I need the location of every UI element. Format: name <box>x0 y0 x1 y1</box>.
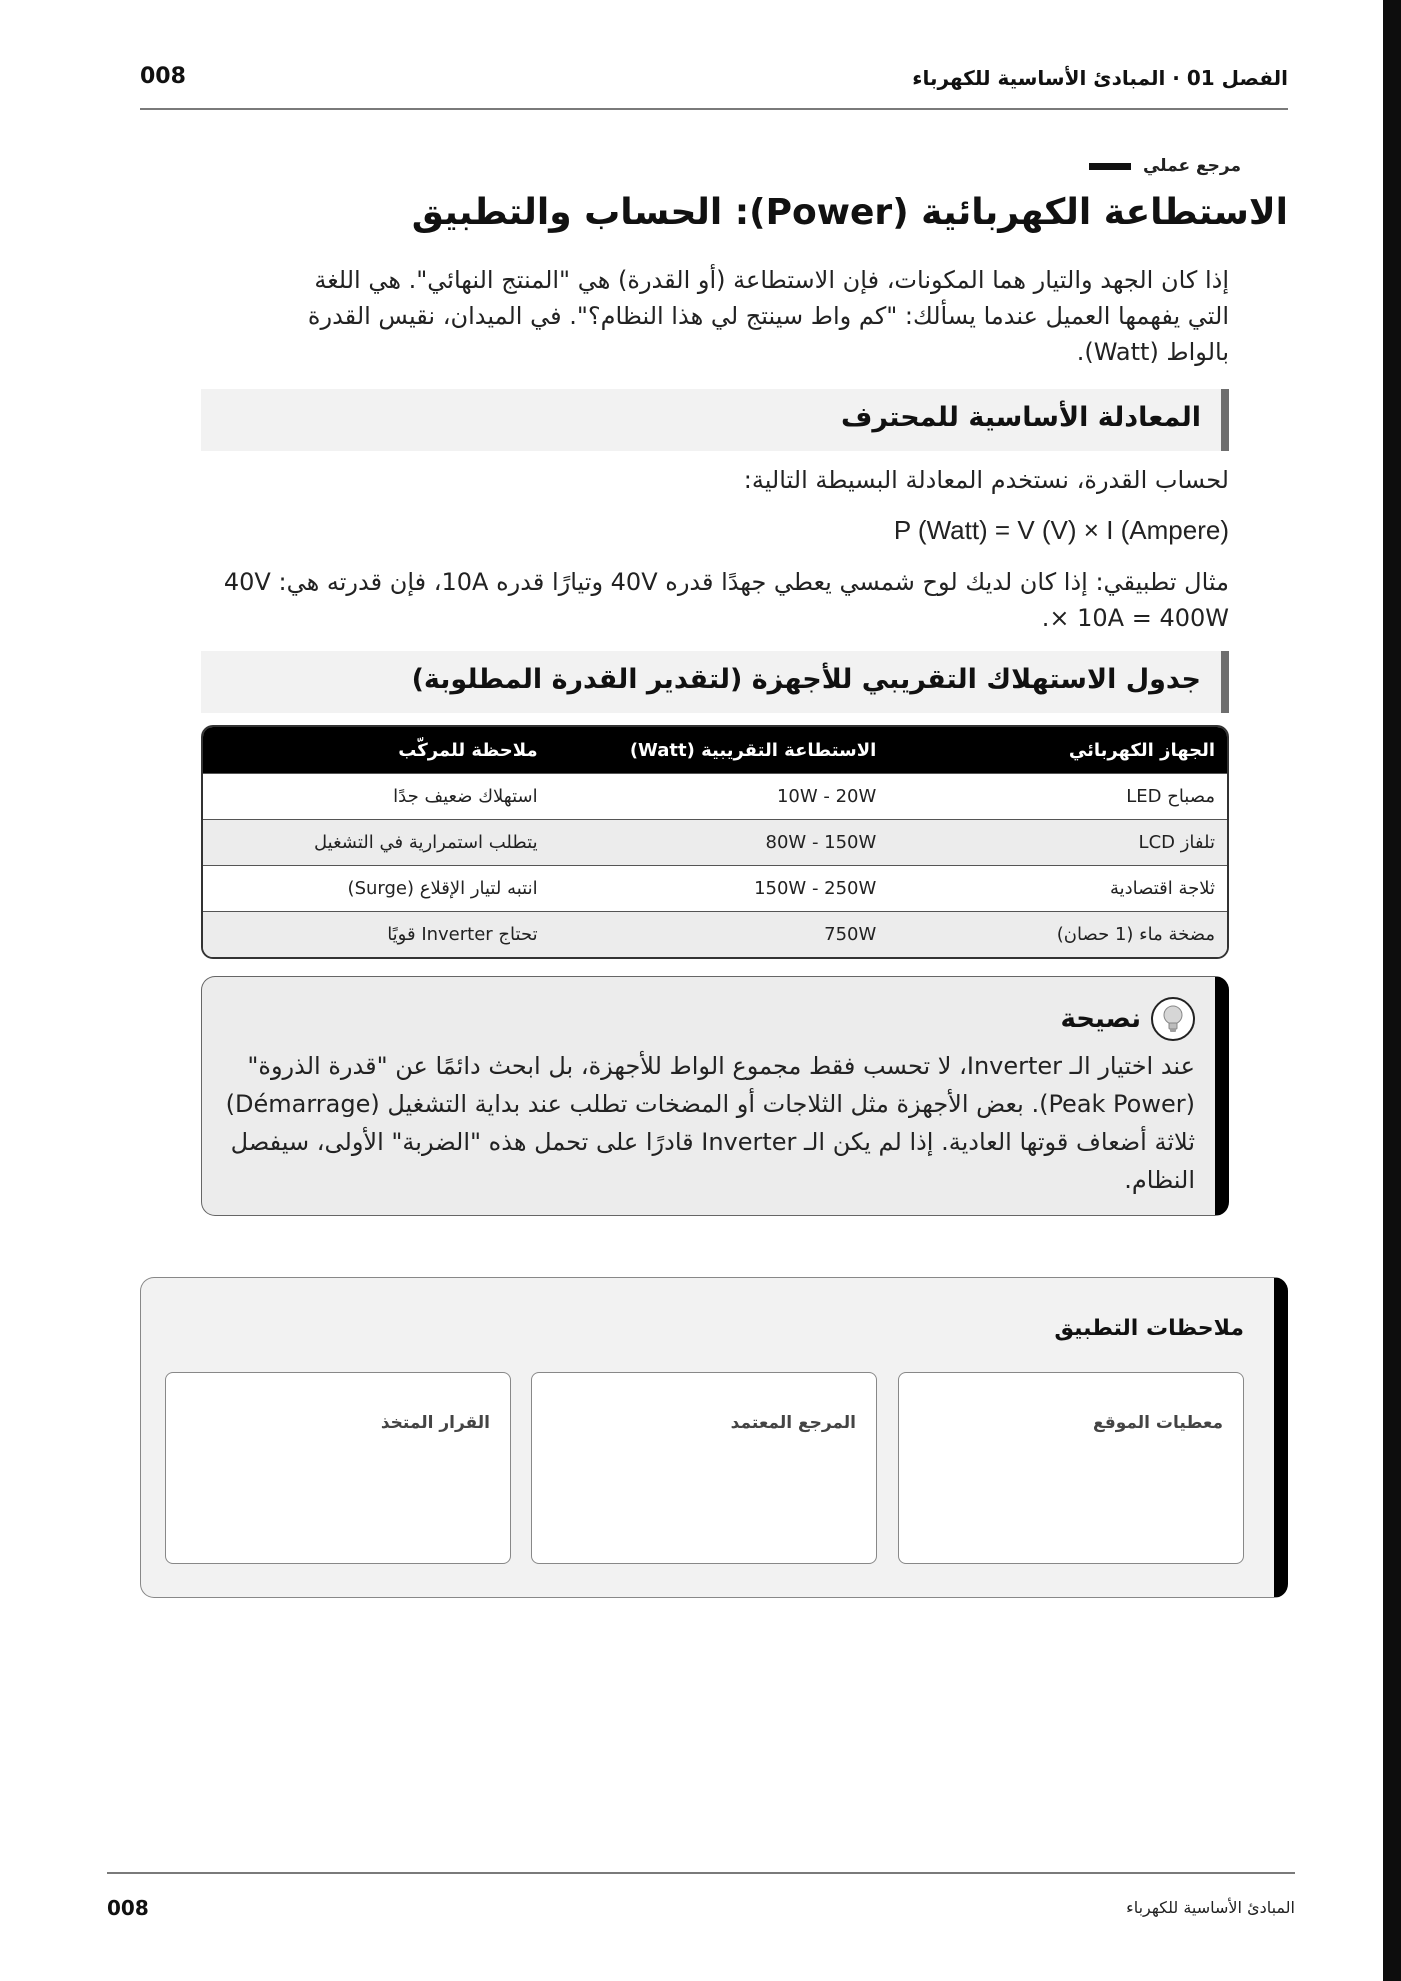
notes-title: ملاحظات التطبيق <box>1054 1316 1244 1341</box>
note-card-reference[interactable] <box>531 1372 877 1564</box>
appliance-consumption-table <box>201 725 1229 959</box>
table-cell: استهلاك ضعيف جدًا <box>203 773 550 819</box>
table-header-row <box>203 727 1227 773</box>
column-header: الاستطاعة التقريبية (Watt) <box>550 727 889 773</box>
page-header <box>140 62 1288 110</box>
table-cell: تلفاز LCD <box>888 819 1227 865</box>
lightbulb-icon <box>1151 997 1195 1041</box>
table-row <box>203 773 1227 819</box>
section-heading-formula <box>201 389 1229 451</box>
kicker-label: مرجع عملي <box>1142 156 1241 176</box>
tip-title: نصيحة <box>1060 1004 1141 1034</box>
section-heading-text: جدول الاستهلاك التقريبي للأجهزة (لتقدير القدرة المطلوبة) <box>411 664 1201 695</box>
page-edge-strip <box>1383 0 1401 1981</box>
table-cell: تحتاج Inverter قويًا <box>203 911 550 957</box>
page-footer <box>107 1872 1295 1932</box>
table-cell: 10W - 20W <box>550 773 889 819</box>
intro-paragraph: إذا كان الجهد والتيار هما المكونات، فإن الاستطاعة (أو القدرة) هي "المنتج النهائي". هي اللغة التي يفهمها العميل عندما يسألك: "كم واط سينتج لي هذا النظام؟". في الميدان، نقيس القدرة بالواط (Watt). <box>307 266 1229 366</box>
table-row <box>203 819 1227 865</box>
table-cell: يتطلب استمرارية في التشغيل <box>203 819 550 865</box>
application-notes <box>140 1277 1288 1598</box>
table-row <box>203 865 1227 911</box>
page-number-bottom: 008 <box>107 1896 149 1920</box>
column-header: الجهاز الكهربائي <box>888 727 1227 773</box>
section-kicker <box>1089 156 1241 176</box>
note-card-label: معطيات الموقع <box>1092 1413 1223 1433</box>
section-heading-table <box>201 651 1229 713</box>
note-card-decision[interactable] <box>165 1372 511 1564</box>
footer-title: المبادئ الأساسية للكهرباء <box>1126 1898 1295 1917</box>
table-row <box>203 911 1227 957</box>
section-heading-text: المعادلة الأساسية للمحترف <box>841 402 1201 433</box>
column-header: ملاحظة للمركّب <box>203 727 550 773</box>
table-cell: مضخة ماء (1 حصان) <box>888 911 1227 957</box>
table-cell: 80W - 150W <box>550 819 889 865</box>
tip-callout <box>201 976 1229 1216</box>
table-cell: ثلاجة اقتصادية <box>888 865 1227 911</box>
page-title: الاستطاعة الكهربائية (Power): الحساب والتطبيق <box>411 192 1288 233</box>
tip-body: عند اختيار الـ Inverter، لا تحسب فقط مجموع الواط للأجهزة، بل ابحث دائمًا عن "قدرة الذروة" (Peak Power). بعض الأجهزة مثل الثلاجات أو المضخات تطلب عند بداية التشغيل (Démarrage) ثلاثة أضعاف قوتها العادية. إذا لم يكن الـ Inverter قادرًا على تحمل هذه "الضربة" الأولى، سيفصل النظام. <box>225 1052 1195 1194</box>
table-cell: 150W - 250W <box>550 865 889 911</box>
kicker-bar <box>1089 163 1131 170</box>
table-cell: مصباح LED <box>888 773 1227 819</box>
note-card-site-data[interactable] <box>898 1372 1244 1564</box>
note-card-label: المرجع المعتمد <box>730 1413 856 1433</box>
chapter-title: الفصل 01 · المبادئ الأساسية للكهرباء <box>912 66 1288 90</box>
example-paragraph: مثال تطبيقي: إذا كان لديك لوح شمسي يعطي جهدًا قدره 40V وتيارًا قدره 10A، فإن قدرته هي: 40V × 10A = 400W. <box>223 568 1229 632</box>
table-cell: 750W <box>550 911 889 957</box>
note-card-label: القرار المتخذ <box>380 1413 490 1433</box>
tip-header <box>1060 997 1195 1041</box>
page-number-top: 008 <box>140 64 186 89</box>
power-formula: P (Watt) = V (V) × I (Ampere) <box>893 515 1229 545</box>
formula-intro: لحساب القدرة، نستخدم المعادلة البسيطة التالية: <box>743 466 1229 494</box>
table-cell: انتبه لتيار الإقلاع (Surge) <box>203 865 550 911</box>
